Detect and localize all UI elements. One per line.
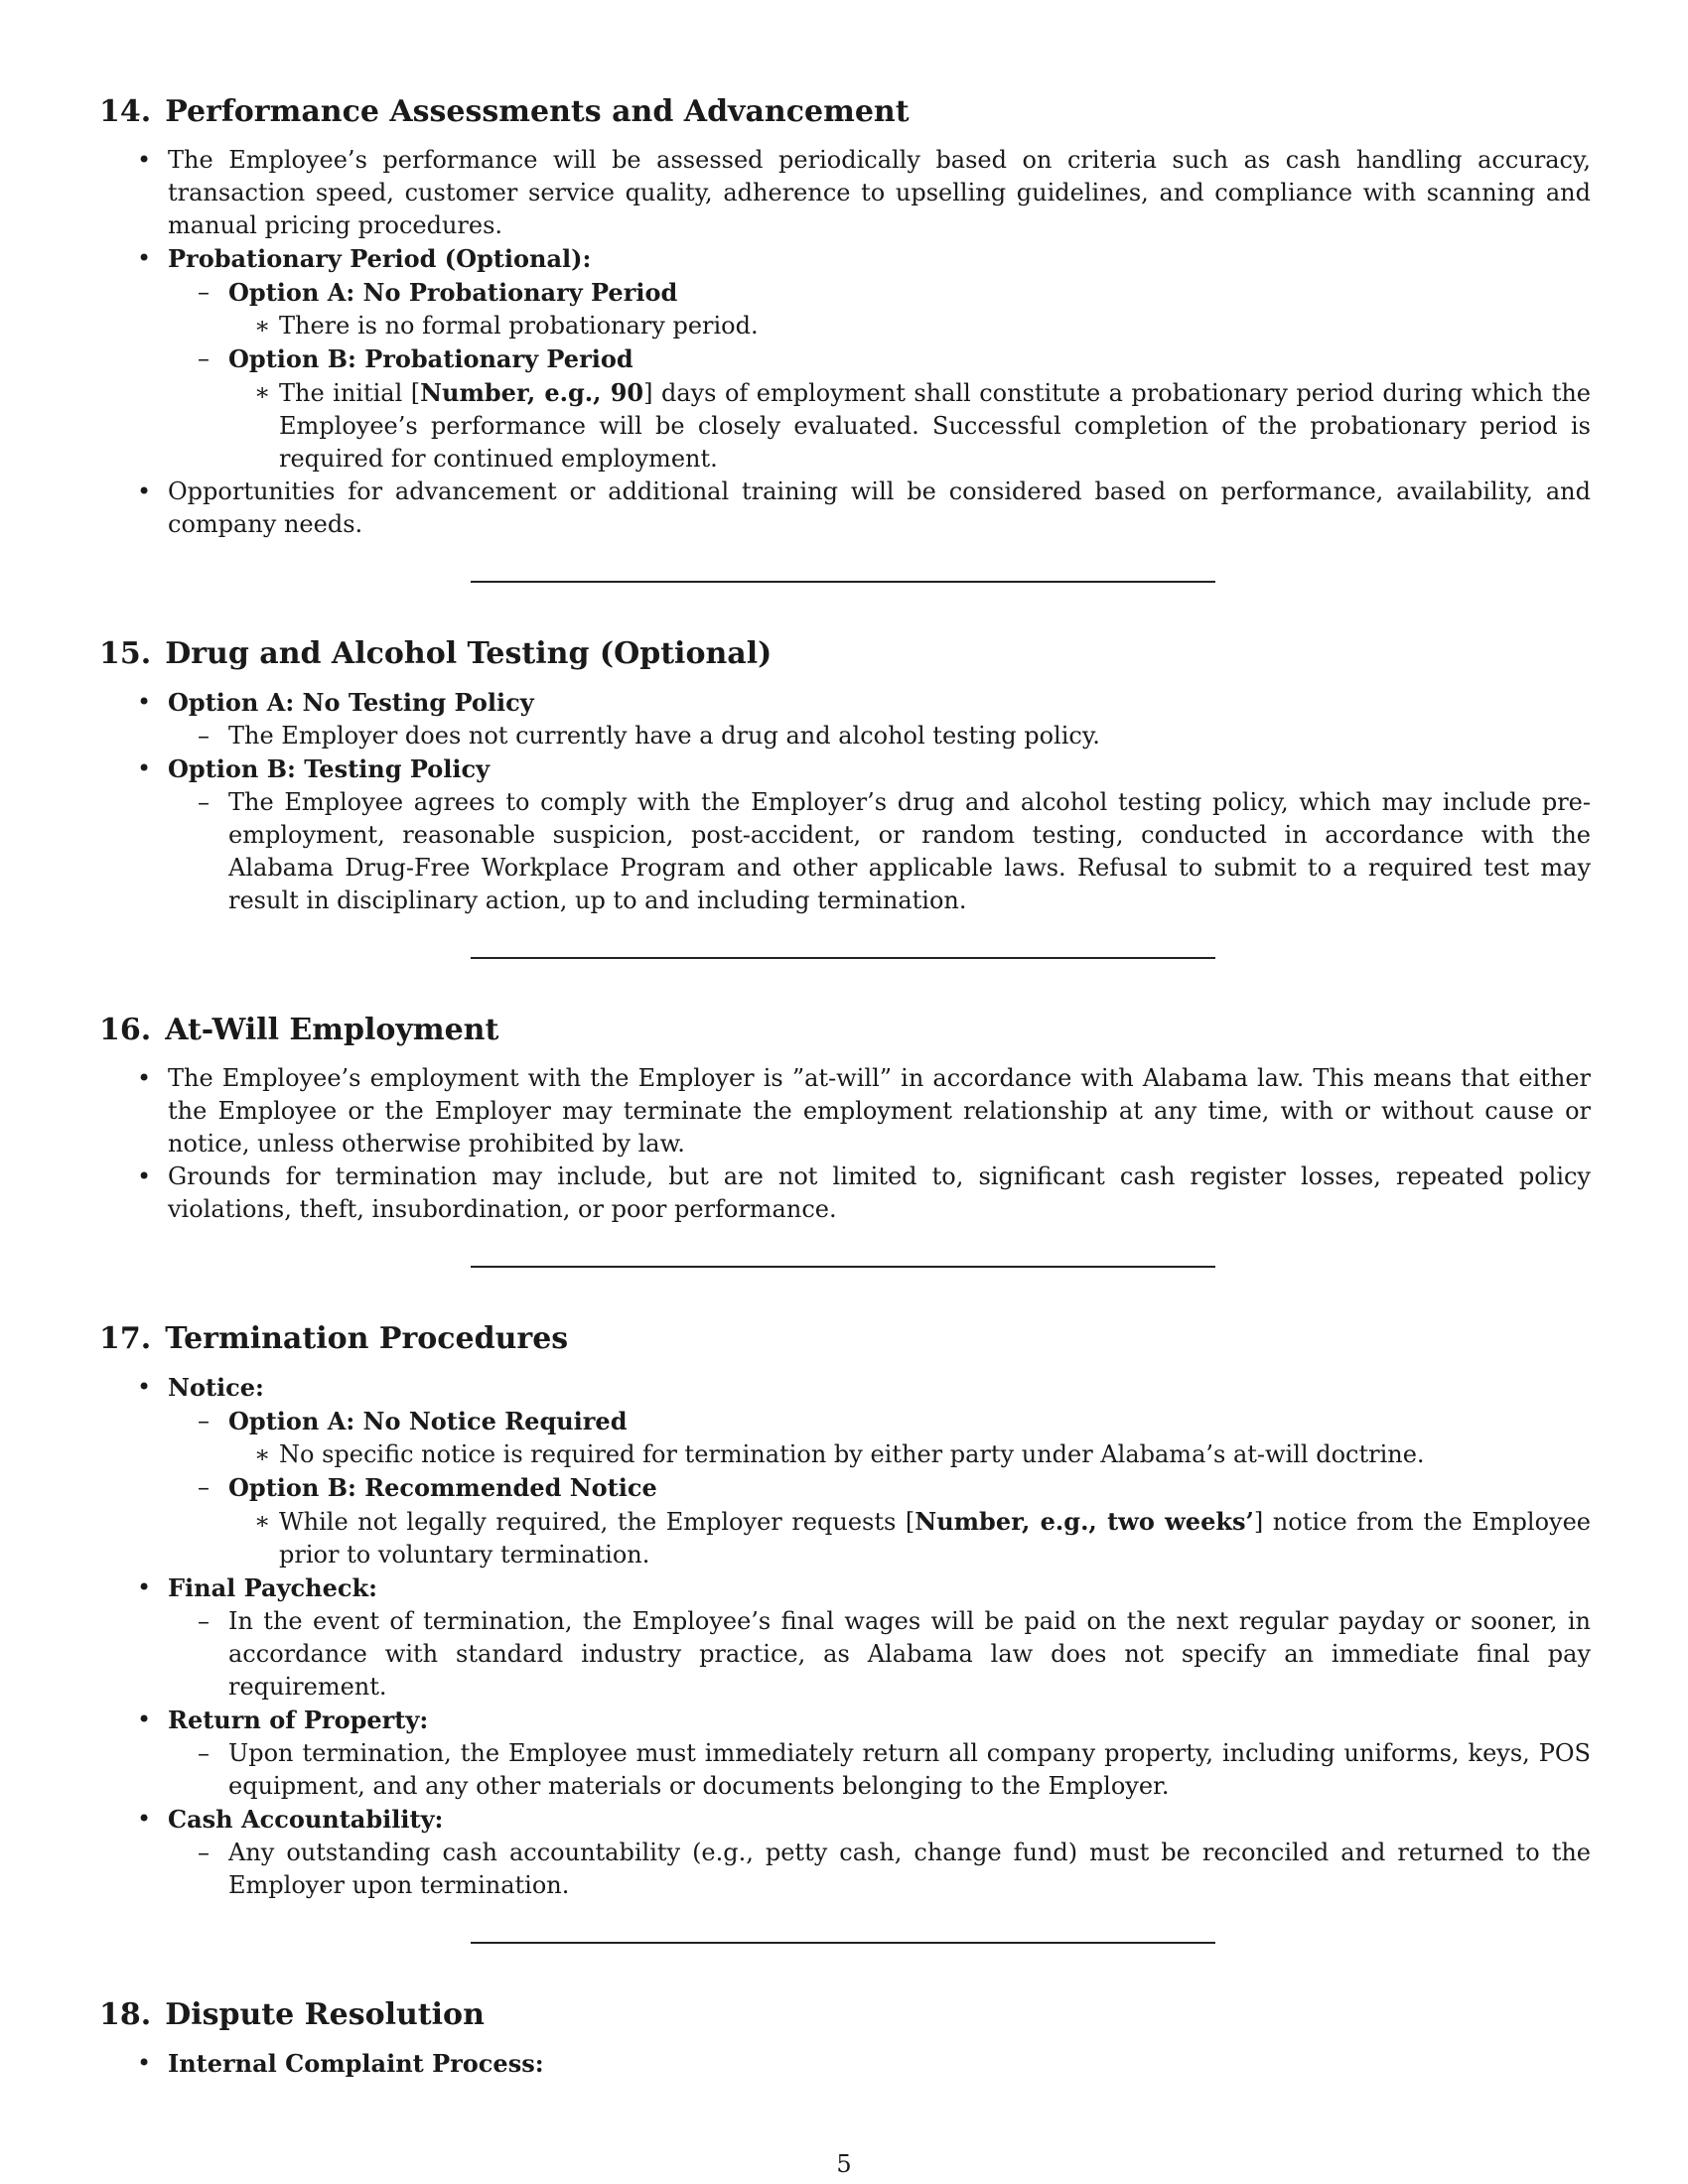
item-label: Notice: <box>168 1373 264 1402</box>
placeholder-field: Number, e.g., two weeks’ <box>914 1507 1254 1536</box>
list-item <box>99 242 1591 476</box>
list-item: • Grounds for termination may include, but are not limited to, significant cash register losses, repeated policy violations, theft, insubordination, or poor performance. <box>99 1160 1591 1226</box>
page-number: 5 <box>836 2150 852 2178</box>
list-item <box>99 752 1591 917</box>
sub-sub-list <box>228 1505 1591 1571</box>
section-title: Drug and Alcohol Testing (Optional) <box>165 636 773 671</box>
section-number: 18. <box>99 1997 152 2032</box>
list-item <box>99 1571 1591 1704</box>
section-number: 14. <box>99 94 152 129</box>
bracket: [ <box>905 1508 915 1536</box>
item-text: – In the event of termination, the Employee’s final wages will be paid on the next regular payday or sooner, in accordance with standard industry practice, as Alabama law does not specify an immediate final pay requirement. <box>168 1605 1591 1704</box>
bullet-list <box>99 2047 1591 2081</box>
list-item <box>99 1704 1591 1803</box>
option-item <box>168 1471 1591 1571</box>
bracket: [ <box>410 379 421 407</box>
sub-list <box>168 276 1591 476</box>
item-label: Return of Property: <box>168 1706 429 1734</box>
option-text: – The Employer does not currently have a drug and alcohol testing policy. <box>168 720 1591 752</box>
option-label: Option A: No Probationary Period <box>228 278 678 307</box>
option-label: Option A: No Notice Required <box>228 1407 628 1435</box>
list-item: • The Employee’s performance will be assessed periodically based on criteria such as cash handling accuracy, transaction speed, customer service quality, adherence to upselling guidelines, and compliance with scanning and manual pricing procedures. <box>99 144 1591 242</box>
option-text <box>228 1505 1591 1571</box>
option-text: ∗ There is no formal probationary period. <box>228 310 1591 342</box>
item-label: Internal Complaint Process: <box>168 2049 544 2078</box>
sub-list <box>168 720 1591 752</box>
bullet-list <box>99 1371 1591 1902</box>
text-run: The initial <box>279 379 411 407</box>
list-item: • Opportunities for advancement or additional training will be considered based on performance, availability, and company needs. <box>99 476 1591 541</box>
item-label: Cash Accountability: <box>168 1805 444 1834</box>
item-text: – Upon termination, the Employee must immediately return all company property, including uniforms, keys, POS equipment, and any other materials or documents belonging to the Employer. <box>168 1737 1591 1803</box>
sub-sub-list <box>228 310 1591 342</box>
item-text: – Any outstanding cash accountability (e.g., petty cash, change fund) must be reconciled and returned to the Employer upon termination. <box>168 1837 1591 1902</box>
sub-list <box>168 786 1591 917</box>
section-14-heading <box>99 94 1591 130</box>
bullet-list <box>99 686 1591 917</box>
section-15-heading <box>99 636 1591 672</box>
sub-sub-list <box>228 1438 1591 1471</box>
option-item <box>168 342 1591 476</box>
option-label: Option A: No Testing Policy <box>168 688 534 717</box>
document-page <box>99 94 1591 2081</box>
option-label: Option B: Recommended Notice <box>228 1473 657 1502</box>
sub-list <box>168 1837 1591 1902</box>
bullet-list <box>99 144 1591 541</box>
section-title: At-Will Employment <box>165 1013 499 1047</box>
section-18-heading <box>99 1997 1591 2033</box>
sub-list <box>168 1405 1591 1571</box>
sub-list <box>168 1605 1591 1704</box>
placeholder-field: Number, e.g., 90 <box>420 378 644 407</box>
bullet-list <box>99 1062 1591 1226</box>
option-text <box>228 376 1591 476</box>
option-text: ∗ No specific notice is required for termination by either party under Alabama’s at-will doctrine. <box>228 1438 1591 1471</box>
section-title: Termination Procedures <box>165 1321 569 1356</box>
list-item: • The Employee’s employment with the Employer is ”at-will” in accordance with Alabama law. This means that either the Employee or the Employer may terminate the employment relationship at any time, with or without cause or notice, unless otherwise prohibited by law. <box>99 1062 1591 1160</box>
option-item <box>168 276 1591 342</box>
section-16 <box>99 1013 1591 1268</box>
text-run: days of employment shall constitute a probationary period during which the Employee’s performance will be closely evaluated. Successful completion of the probationary period is required for continued employment. <box>279 379 1592 473</box>
section-title: Dispute Resolution <box>165 1997 485 2032</box>
section-15 <box>99 636 1591 959</box>
option-label: Option B: Testing Policy <box>168 754 491 783</box>
text-run: While not legally required, the Employer requests <box>279 1508 906 1536</box>
list-item <box>99 2047 1591 2081</box>
item-label: Probationary Period (Optional): <box>168 244 592 273</box>
sub-sub-list <box>228 376 1591 476</box>
bracket: ] <box>643 379 653 407</box>
list-item <box>99 1803 1591 1902</box>
section-17 <box>99 1321 1591 1944</box>
list-item <box>99 686 1591 752</box>
option-item <box>168 1405 1591 1471</box>
section-14 <box>99 94 1591 583</box>
text-run: notice from the Employee prior to voluntary termination. <box>279 1508 1592 1569</box>
option-label: Option B: Probationary Period <box>228 344 633 373</box>
section-title: Performance Assessments and Advancement <box>165 94 910 129</box>
section-number: 15. <box>99 636 152 671</box>
section-18 <box>99 1997 1591 2081</box>
sub-list <box>168 1737 1591 1803</box>
bracket: ] <box>1253 1508 1264 1536</box>
section-16-heading <box>99 1013 1591 1048</box>
item-label: Final Paycheck: <box>168 1573 377 1602</box>
section-number: 16. <box>99 1013 152 1047</box>
option-text: – The Employee agrees to comply with the Employer’s drug and alcohol testing policy, which may include pre-employment, reasonable suspicion, post-accident, or random testing, conducted in accordance with the Alabama Drug-Free Workplace Program and other applicable laws. Refusal to submit to a required test may result in disciplinary action, up to and including termination. <box>168 786 1591 917</box>
section-number: 17. <box>99 1321 152 1356</box>
list-item <box>99 1371 1591 1571</box>
section-17-heading <box>99 1321 1591 1357</box>
